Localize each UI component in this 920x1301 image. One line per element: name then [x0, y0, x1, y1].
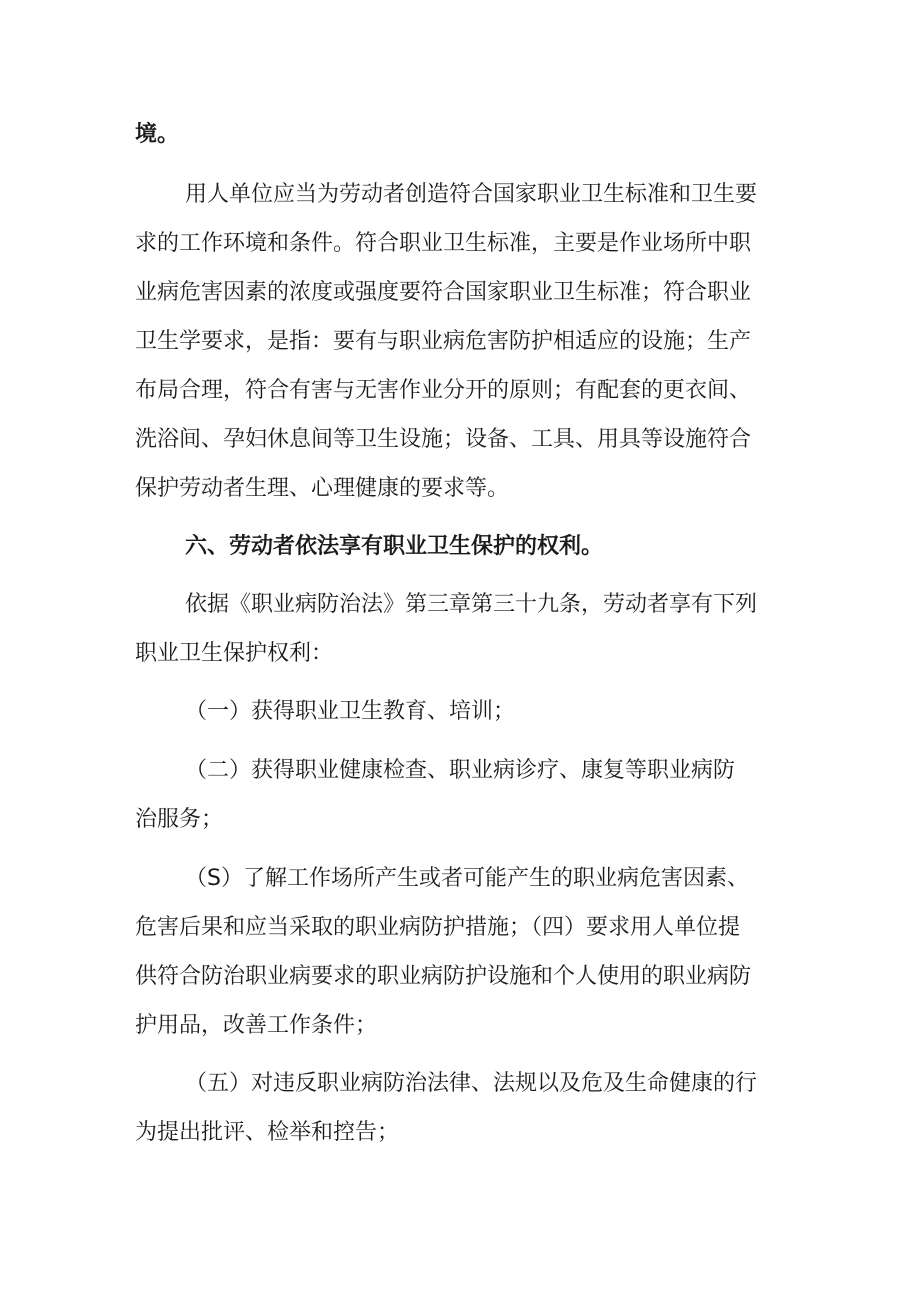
- paragraph-line: 职业卫生保护权利：: [135, 641, 334, 666]
- list-item-line: （二）获得职业健康检查、职业病诊疗、康复等职业病防: [185, 758, 736, 783]
- paragraph-line: 业病危害因素的浓度或强度要符合国家职业卫生标准；符合职业: [135, 280, 752, 305]
- section-heading: 六、劳动者依法享有职业卫生保护的权利。: [185, 534, 604, 559]
- list-item-line: 治服务；: [135, 807, 224, 832]
- paragraph-line: 依据《职业病防治法》第三章第三十九条，劳动者享有下列: [185, 592, 758, 617]
- list-item-line: （一）获得职业卫生教育、培训；: [185, 699, 516, 724]
- paragraph-line: 卫生学要求，是指：要有与职业病危害防护相适应的设施；生产: [135, 329, 752, 354]
- list-item-line: （S）了解工作场所产生或者可能产生的职业病危害因素、: [185, 866, 749, 891]
- list-item-line: 供符合防治职业病要求的职业病防护设施和个人使用的职业病防: [135, 964, 752, 989]
- paragraph-line: 洗浴间、孕妇休息间等卫生设施；设备、工具、用具等设施符合: [135, 427, 752, 452]
- list-item-line: 为提出批评、检举和控告；: [135, 1120, 400, 1145]
- paragraph-line: 保护劳动者生理、心理健康的要求等。: [135, 476, 510, 501]
- list-item-line: 护用品，改善工作条件；: [135, 1013, 378, 1038]
- list-item-line: 危害后果和应当采取的职业病防护措施；（四）要求用人单位提: [135, 915, 741, 940]
- paragraph-line: 求的工作环境和条件。符合职业卫生标准，主要是作业场所中职: [135, 231, 752, 256]
- paragraph-line: 布局合理，符合有害与无害作业分开的原则；有配套的更衣间、: [135, 378, 752, 403]
- paragraph-tail-line: 境。: [135, 122, 180, 147]
- paragraph-line: 用人单位应当为劳动者创造符合国家职业卫生标准和卫生要: [185, 182, 758, 207]
- list-item-line: （五）对违反职业病防治法律、法规以及危及生命健康的行: [185, 1071, 758, 1096]
